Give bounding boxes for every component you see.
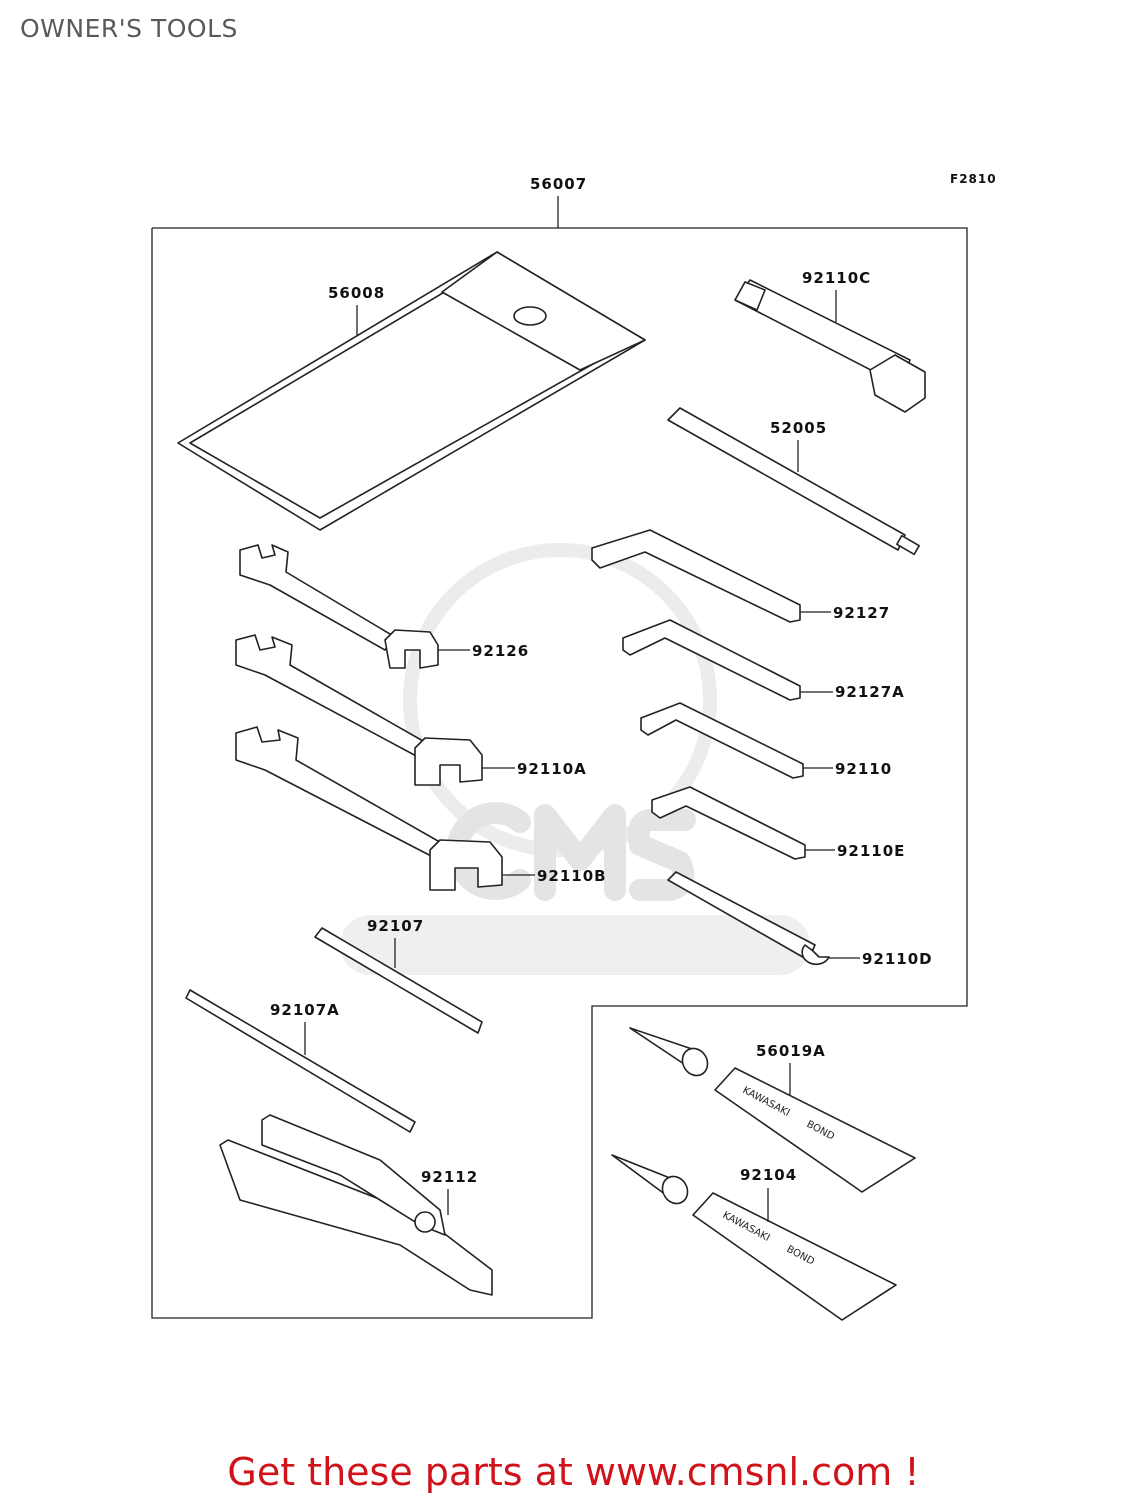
tool-bag-drawing bbox=[178, 252, 645, 530]
part-label-92107A[interactable]: 92107A bbox=[270, 1001, 340, 1019]
part-label-92127[interactable]: 92127 bbox=[833, 604, 891, 622]
part-label-92110D[interactable]: 92110D bbox=[862, 950, 933, 968]
part-label-92112[interactable]: 92112 bbox=[421, 1168, 479, 1186]
figure-code: F2810 bbox=[950, 172, 997, 186]
part-label-92104[interactable]: 92104 bbox=[740, 1166, 798, 1184]
assembly-label: 56007 bbox=[530, 175, 588, 193]
page-title: OWNER'S TOOLS bbox=[20, 14, 238, 43]
part-label-92110E[interactable]: 92110E bbox=[837, 842, 906, 860]
tube-product-text: BOND bbox=[804, 1118, 837, 1143]
part-label-92107[interactable]: 92107 bbox=[367, 917, 425, 935]
footer-link[interactable]: Get these parts at www.cmsnl.com ! bbox=[227, 1450, 920, 1494]
part-label-52005[interactable]: 52005 bbox=[770, 419, 828, 437]
tube-product-text: BOND bbox=[784, 1243, 817, 1268]
part-label-92126[interactable]: 92126 bbox=[472, 642, 530, 660]
part-label-92110[interactable]: 92110 bbox=[835, 760, 893, 778]
part-label-92110A[interactable]: 92110A bbox=[517, 760, 587, 778]
part-label-92110C[interactable]: 92110C bbox=[802, 269, 872, 287]
part-label-56019A[interactable]: 56019A bbox=[756, 1042, 826, 1060]
tube-brand-text: KAWASAKI bbox=[740, 1084, 792, 1119]
part-label-92127A[interactable]: 92127A bbox=[835, 683, 905, 701]
plug-wrench-drawing bbox=[735, 280, 925, 412]
part-label-56008[interactable]: 56008 bbox=[328, 284, 386, 302]
pliers-drawing bbox=[220, 1115, 492, 1295]
part-label-92110B[interactable]: 92110B bbox=[537, 867, 607, 885]
tube-brand-text: KAWASAKI bbox=[720, 1209, 772, 1244]
